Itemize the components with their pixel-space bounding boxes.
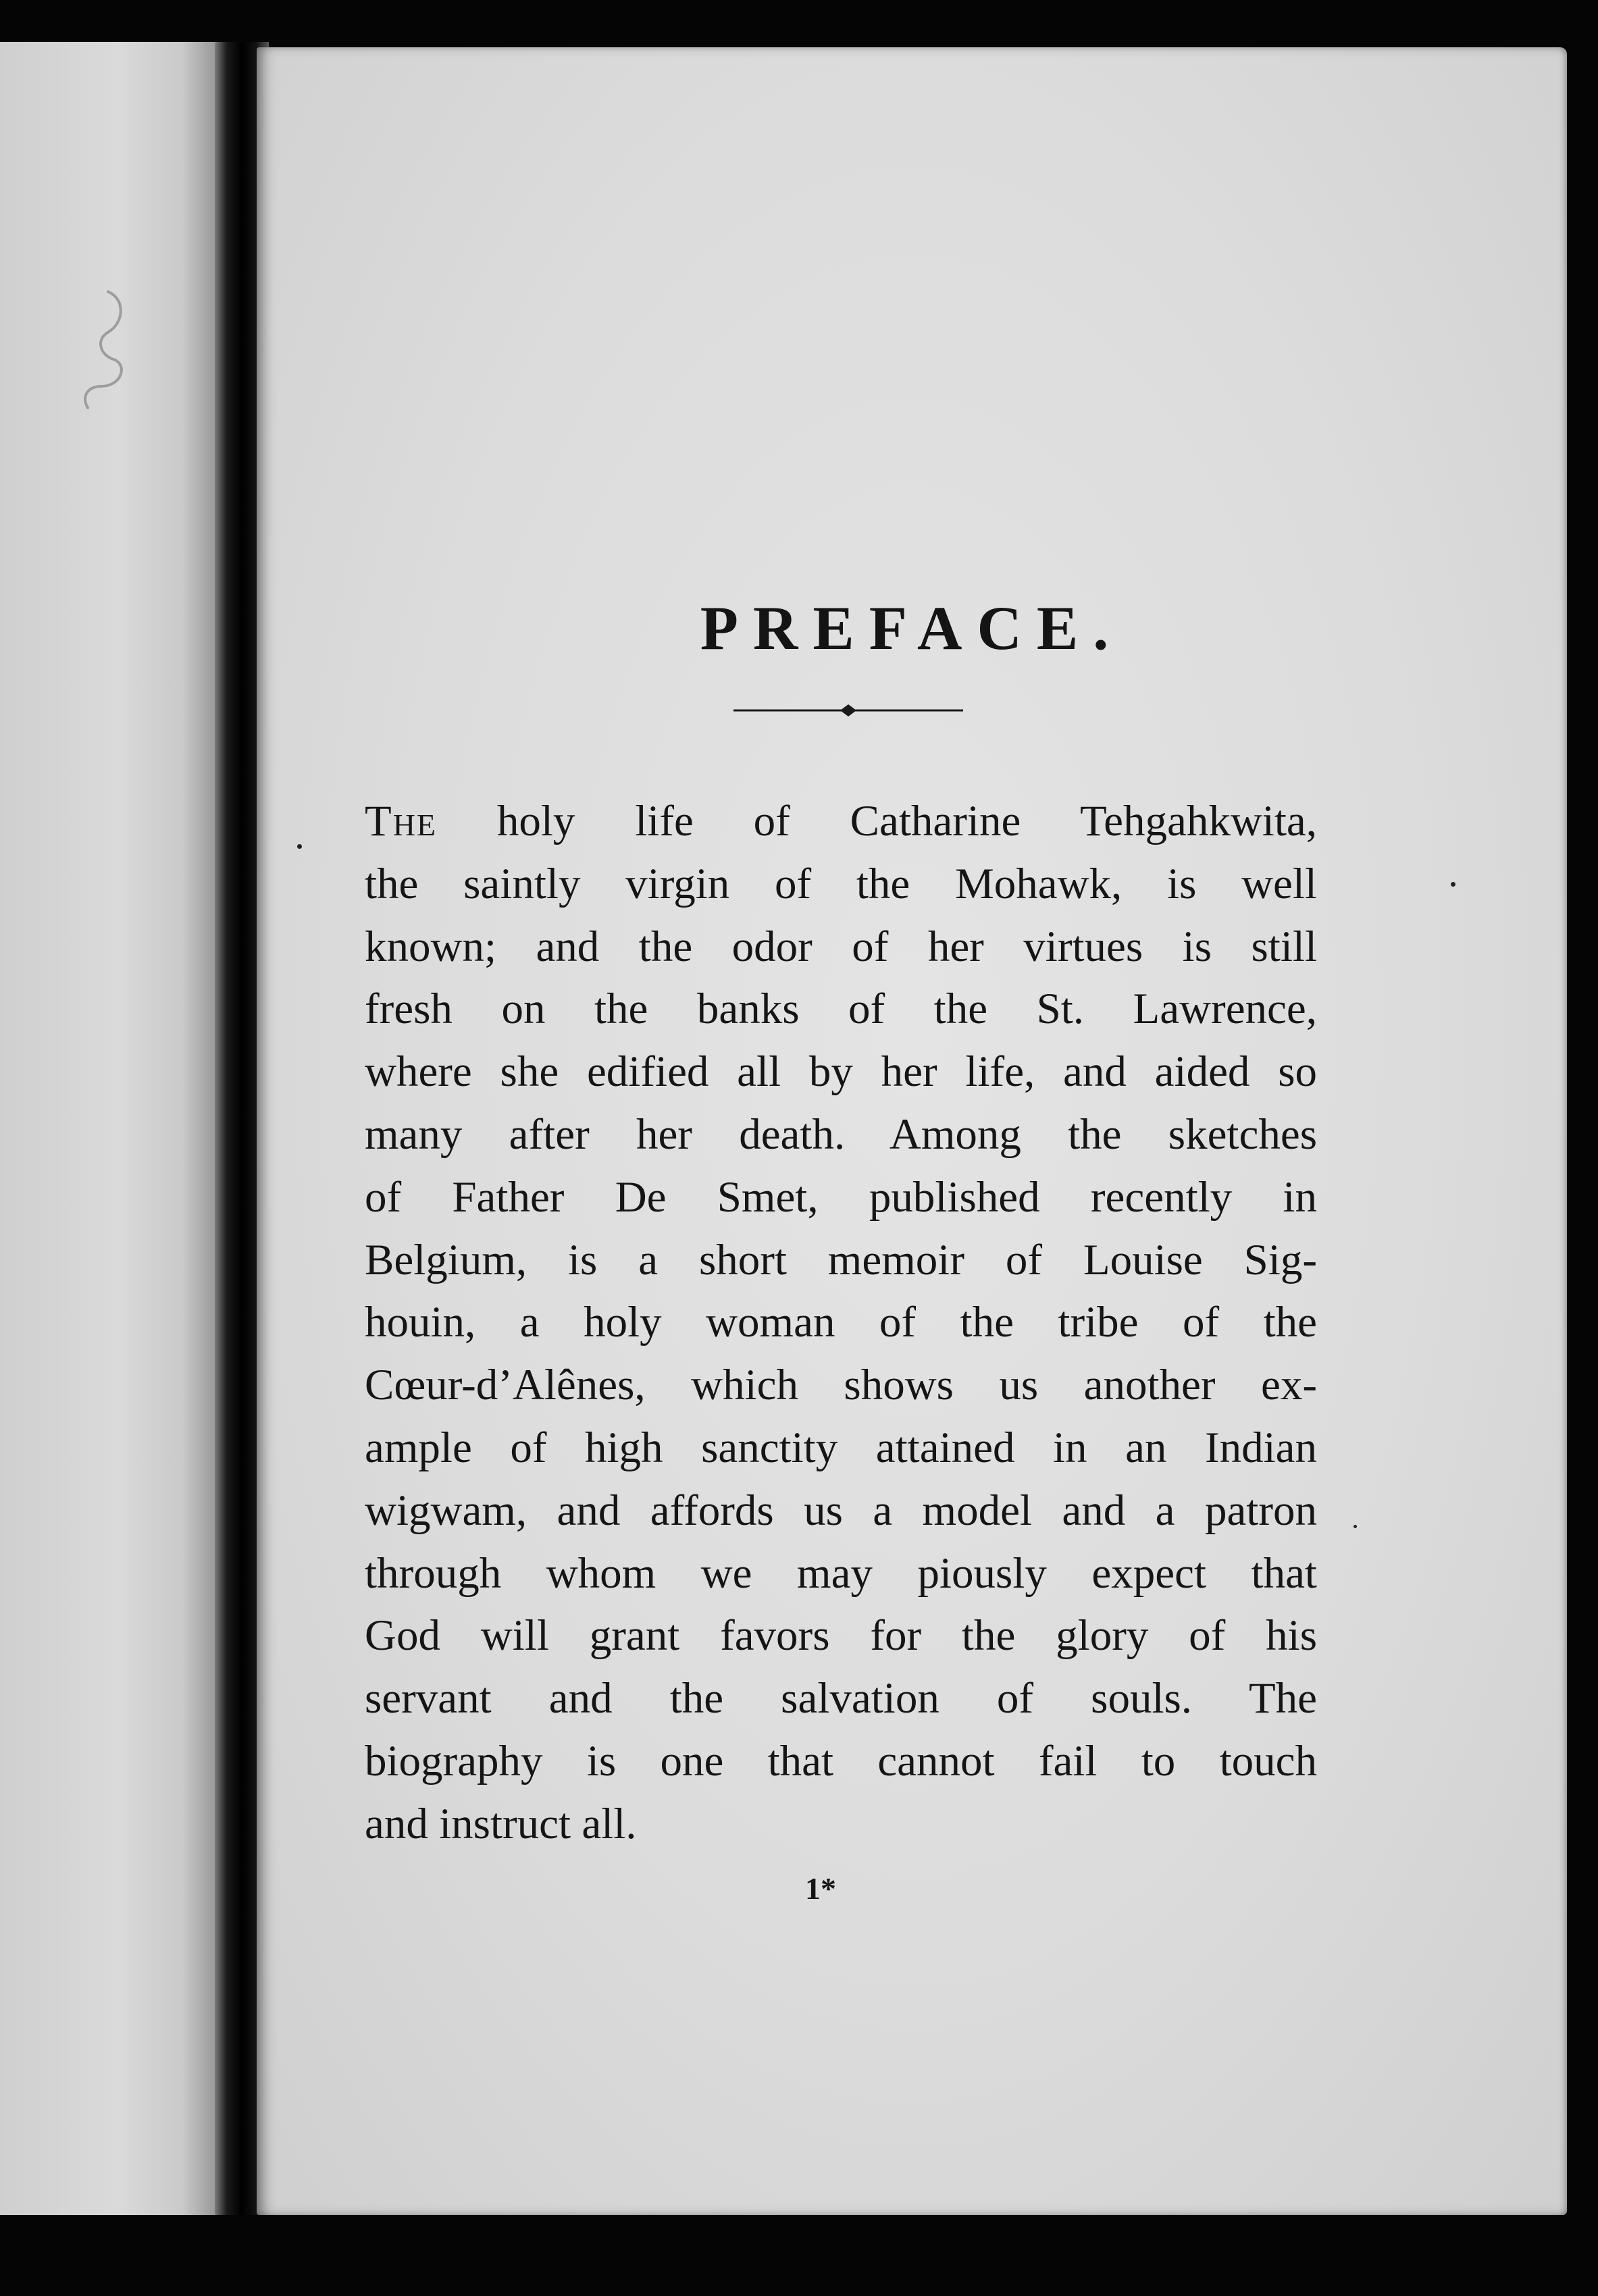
body-line-4: fresh on the banks of the St. Lawrence, <box>365 985 1317 1034</box>
paper-speck <box>1354 1525 1357 1528</box>
paper-speck <box>1451 882 1455 887</box>
ornament-rule <box>733 702 963 719</box>
signature-mark: 1* <box>805 1871 836 1906</box>
body-line-6: many after her death. Among the sketches <box>365 1110 1317 1159</box>
body-line-12: wigwam, and affords us a model and a patron <box>365 1486 1317 1535</box>
body-line-2: the saintly virgin of the Mohawk, is well <box>365 859 1317 908</box>
body-line-16: biography is one that cannot fail to touch <box>365 1736 1317 1785</box>
body-line-3: known; and the odor of her virtues is still <box>365 922 1317 971</box>
body-line-14: God will grant favors for the glory of his <box>365 1611 1317 1661</box>
pencil-mark <box>61 285 135 413</box>
page-heading: PREFACE. <box>700 593 1124 662</box>
body-line-1: The holy life of Catharine Tehgahkwita, <box>365 797 1317 845</box>
body-line-9: houin, a holy woman of the tribe of the <box>365 1298 1317 1347</box>
preface-body <box>365 790 1317 1856</box>
body-line-10: Cœur-d’Alênes, which shows us another ex- <box>365 1361 1317 1410</box>
body-line-11: ample of high sanctity attained in an Indian <box>365 1423 1317 1472</box>
body-line-8: Belgium, is a short memoir of Louise Sig- <box>365 1235 1317 1284</box>
body-line-7: of Father De Smet, published recently in <box>365 1172 1317 1222</box>
body-line-15: servant and the salvation of souls. The <box>365 1674 1317 1723</box>
body-line-17: and instruct all. <box>365 1799 637 1848</box>
lead-word: The <box>365 797 438 845</box>
paper-speck <box>297 844 302 849</box>
body-line-13: through whom we may piously expect that <box>365 1548 1317 1598</box>
body-line-5: where she edified all by her life, and aided so <box>365 1047 1317 1097</box>
left-page-edge <box>0 42 215 2215</box>
